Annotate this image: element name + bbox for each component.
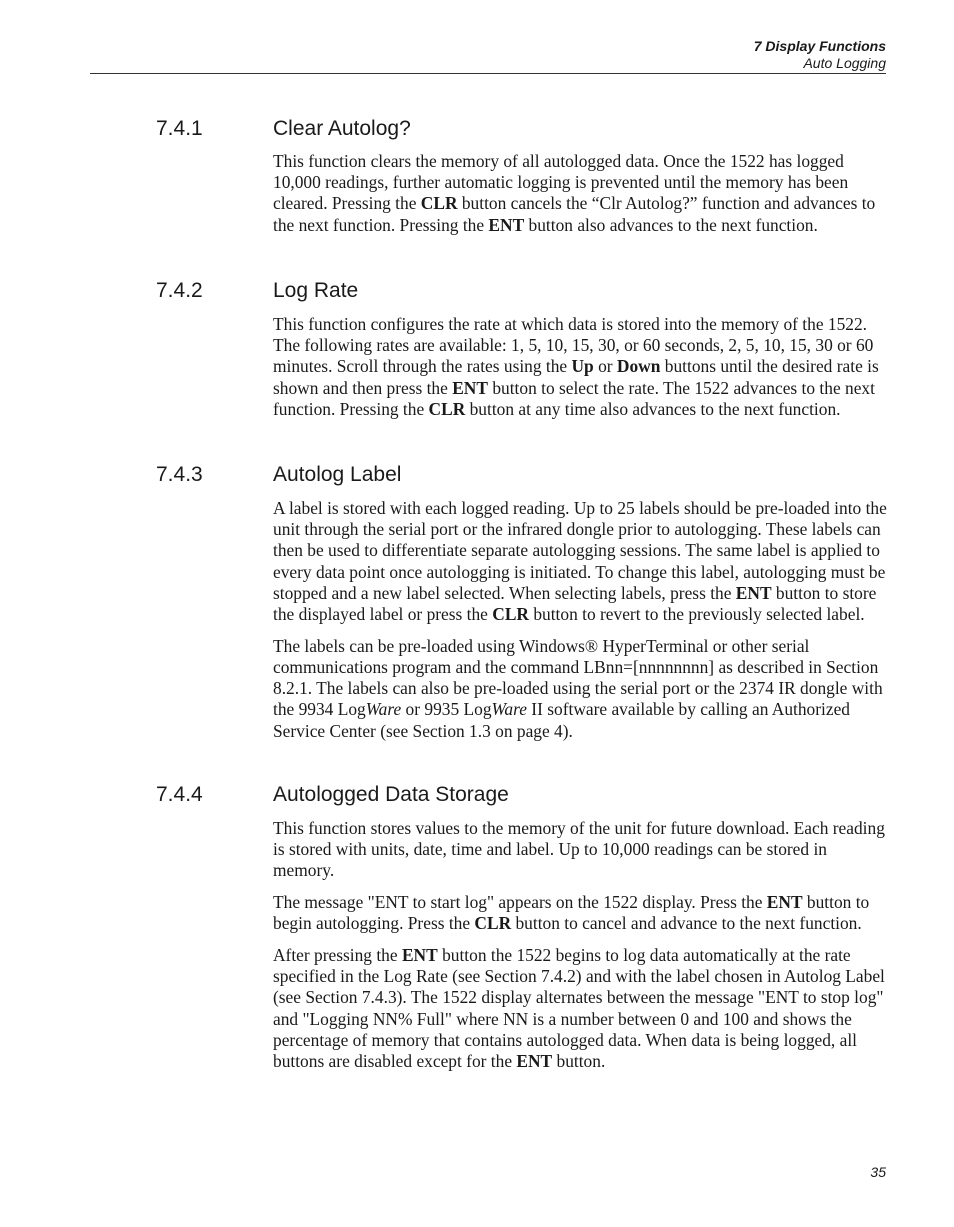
section-title: Clear Autolog? bbox=[273, 117, 411, 140]
paragraph: This function configures the rate at which data is stored into the memory of the 1522. The following rates are available: 1, 5, 10, 15, 30, or 60 seconds, 2, 5, 10, 15, 30 or 60 minutes. Scroll through the rates using the Up or Down buttons until the desired rate is shown and then press the ENT button to select the rate. The 1522 advances to the next function. Pressing the CLR button at any time also advances to the next function. bbox=[273, 314, 879, 419]
paragraph: This function stores values to the memory of the unit for future download. Each reading is stored with units, date, time and label. Up to 10,000 readings can be stored in memory. bbox=[273, 818, 885, 881]
paragraph: The message "ENT to start log" appears on the 1522 display. Press the ENT button to begin autologging. Press the CLR button to cancel and advance to the next function. bbox=[273, 892, 870, 934]
page-number: 35 bbox=[870, 1164, 886, 1180]
paragraph: A label is stored with each logged reading. Up to 25 labels should be pre-loaded into the unit through the serial port or the infrared dongle prior to autologging. These labels can then be used to differentiate separate autologging sessions. The same label is applied to every data point once autologging is initiated. To change this label, autologging must be stopped and a new label selected. When selecting labels, press the ENT button to store the displayed label or press the CLR button to revert to the previously selected label. bbox=[273, 498, 887, 625]
section-7-4-3-body bbox=[273, 498, 889, 742]
section-7-4-2-body bbox=[273, 314, 889, 420]
section-number: 7.4.3 bbox=[156, 463, 203, 486]
section-number: 7.4.2 bbox=[156, 279, 203, 302]
paragraph: The labels can be pre-loaded using Windows® HyperTerminal or other serial communications program and the command LBnn=[nnnnnnnn] as described in Section 8.2.1. The labels can also be pre-loaded using the serial port or the 2374 IR dongle with the 9934 LogWare or 9935 LogWare II software available by calling an Authorized Service Center (see Section 1.3 on page 4). bbox=[273, 635, 883, 741]
section-title: Autologged Data Storage bbox=[273, 783, 509, 806]
header-subtitle: Auto Logging bbox=[803, 55, 886, 71]
section-number: 7.4.4 bbox=[156, 783, 203, 806]
section-7-4-1-body bbox=[273, 151, 889, 236]
running-header bbox=[754, 38, 886, 72]
section-7-4-4-body bbox=[273, 818, 889, 1072]
section-number: 7.4.1 bbox=[156, 117, 203, 140]
header-chapter: 7 Display Functions bbox=[753, 38, 886, 54]
section-title: Log Rate bbox=[273, 279, 359, 302]
paragraph: This function clears the memory of all autologged data. Once the 1522 has logged 10,000 readings, further automatic logging is prevented until the memory has been cleared. Pressing the CLR button cancels the “Clr Autolog?” function and advances to the next function. Pressing the ENT button also advances to the next function. bbox=[273, 151, 876, 235]
section-title: Autolog Label bbox=[273, 463, 402, 486]
header-rule bbox=[90, 73, 886, 74]
paragraph: After pressing the ENT button the 1522 begins to log data automatically at the rate specified in the Log Rate (see Section 7.4.2) and with the label chosen in Autolog Label (see Section 7.4.3). The 1522 display alternates between the message "ENT to stop log" and "Logging NN% Full" where NN is a number between 0 and 100 and shows the percentage of memory that contains autologged data. When data is being logged, all buttons are disabled except for the ENT button. bbox=[273, 945, 885, 1072]
